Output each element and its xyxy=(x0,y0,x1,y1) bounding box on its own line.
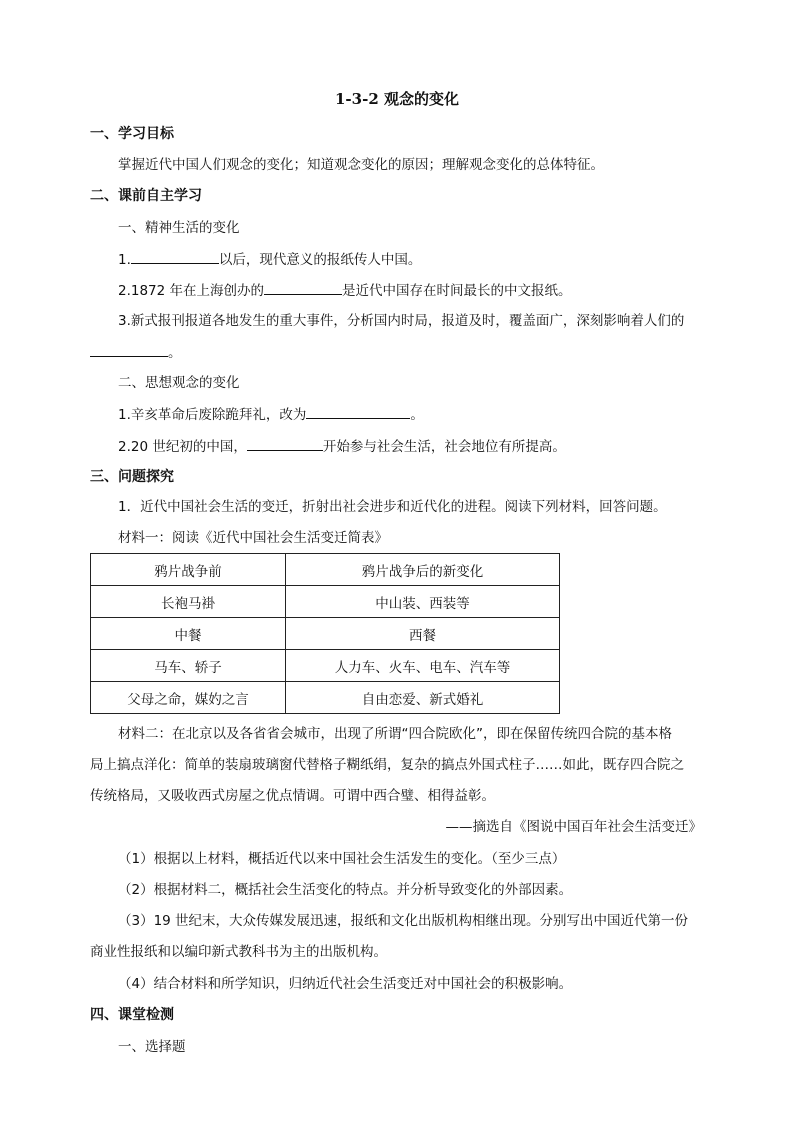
table-cell: 中山装、西装等 xyxy=(286,586,560,618)
answer-blank[interactable] xyxy=(306,404,410,419)
question-c-line-2: 商业性报纸和以编印新式教科书为主的出版机构。 xyxy=(90,944,387,960)
question-a: （1）根据以上材料，概括近代以来中国社会生活发生的变化。（至少三点） xyxy=(118,851,566,867)
question-c-line-1: （3）19 世纪末，大众传媒发展迅速，报纸和文化出版机构相继出现。分别写出中国近代第一份 xyxy=(118,913,689,929)
section-heading-classroom-test: 四、课堂检测 xyxy=(90,1007,174,1023)
section-heading-self-study: 二、课前自主学习 xyxy=(90,188,202,204)
table-row xyxy=(91,618,560,650)
table-cell: 马车、轿子 xyxy=(91,650,286,682)
question-5-prefix: 2.20 世纪初的中国， xyxy=(118,439,247,455)
material-two-line-2: 局上搞点洋化：简单的装扇玻璃窗代替格子糊纸绢，复杂的搞点外国式柱子……如此，既存四合院之 xyxy=(90,757,684,773)
table-cell: 西餐 xyxy=(286,618,560,650)
table-cell: 人力车、火车、电车、汽车等 xyxy=(286,650,560,682)
question-4 xyxy=(118,404,738,425)
table-row xyxy=(91,586,560,618)
section-heading-objectives: 一、学习目标 xyxy=(90,126,174,142)
question-3-continued xyxy=(90,342,710,363)
table-row xyxy=(91,682,560,714)
question-2-suffix: 是近代中国存在时间最长的中文报纸。 xyxy=(342,283,572,299)
question-2 xyxy=(118,280,738,301)
question-5-suffix: 开始参与社会生活，社会地位有所提高。 xyxy=(322,439,566,455)
page-title: 1-3-2 观念的变化 xyxy=(335,90,459,108)
question-5 xyxy=(118,436,738,457)
material-two-line-3: 传统格局，又吸收西式房屋之优点情调。可谓中西合璧、相得益彰。 xyxy=(90,788,495,804)
social-change-table xyxy=(90,553,560,714)
table-cell: 父母之命，媒妁之言 xyxy=(91,682,286,714)
table-header-cell: 鸦片战争前 xyxy=(91,554,286,586)
answer-blank[interactable] xyxy=(264,280,342,295)
question-4-suffix: 。 xyxy=(410,407,424,423)
question-1 xyxy=(118,249,738,270)
objectives-text: 掌握近代中国人们观念的变化；知道观念变化的原因；理解观念变化的总体特征。 xyxy=(118,157,604,173)
question-1-prefix: 1. xyxy=(118,252,131,268)
answer-blank[interactable] xyxy=(90,342,168,357)
table-header-row xyxy=(91,554,560,586)
answer-blank[interactable] xyxy=(247,436,323,451)
question-3: 3.新式报刊报道各地发生的重大事件，分析国内时局，报道及时，覆盖面广，深刻影响着人们的 xyxy=(118,313,685,329)
table-cell: 中餐 xyxy=(91,618,286,650)
material-two-line-1: 材料二：在北京以及各省省会城市，出现了所谓“四合院欧化”，即在保留传统四合院的基本格 xyxy=(118,726,672,742)
question-3-end: 。 xyxy=(168,345,182,361)
question-b: （2）根据材料二，概括社会生活变化的特点。并分析导致变化的外部因素。 xyxy=(118,882,573,898)
table-header-cell: 鸦片战争后的新变化 xyxy=(286,554,560,586)
inquiry-intro: 1．近代中国社会生活的变迁，折射出社会进步和近代化的进程。阅读下列材料，回答问题。 xyxy=(118,499,667,515)
material-source: ——摘选自《图说中国百年社会生活变迁》 xyxy=(445,819,702,835)
subheading-multiple-choice: 一、选择题 xyxy=(118,1039,186,1055)
subheading-ideas: 二、思想观念的变化 xyxy=(118,375,240,391)
question-d: （4）结合材料和所学知识，归纳近代社会生活变迁对中国社会的积极影响。 xyxy=(118,976,573,992)
question-2-prefix: 2.1872 年在上海创办的 xyxy=(118,283,265,299)
table-cell: 长袍马褂 xyxy=(91,586,286,618)
answer-blank[interactable] xyxy=(131,249,219,264)
subheading-spiritual-life: 一、精神生活的变化 xyxy=(118,220,240,236)
question-1-suffix: 以后，现代意义的报纸传人中国。 xyxy=(218,252,422,268)
section-heading-inquiry: 三、问题探究 xyxy=(90,469,174,485)
table-row xyxy=(91,650,560,682)
material-one-caption: 材料一：阅读《近代中国社会生活变迁简表》 xyxy=(118,530,388,546)
question-4-prefix: 1.辛亥革命后废除跪拜礼，改为 xyxy=(118,407,307,423)
table-cell: 自由恋爱、新式婚礼 xyxy=(286,682,560,714)
